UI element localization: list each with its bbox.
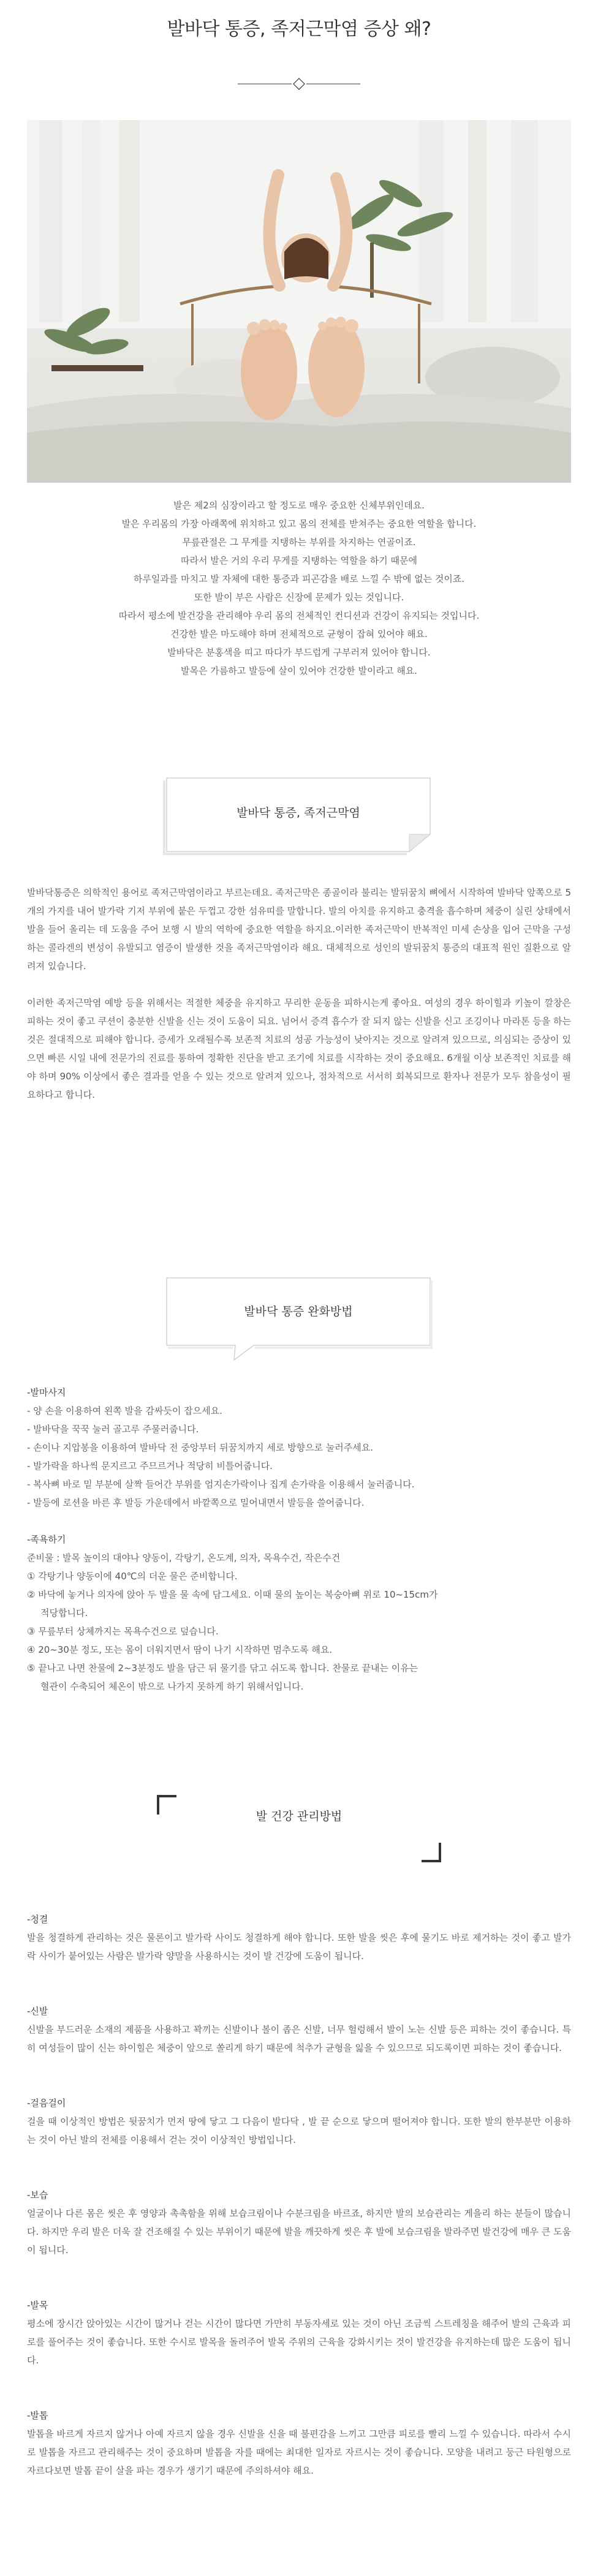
intro-text: [49, 496, 549, 680]
foot-bath-title: -족욕하기: [27, 1534, 66, 1545]
diamond-divider-icon: [238, 75, 360, 93]
care-item-title: -발톱: [27, 2410, 48, 2421]
massage-step: - 발바닥을 꾹꾹 눌러 골고루 주물러줍니다.: [27, 1424, 199, 1435]
intro-line: 건강한 발은 마도해야 하며 전체적으로 균형이 잡혀 있어야 해요.: [170, 629, 428, 640]
intro-line: 따라서 발은 거의 우리 무게를 지탱하는 역할을 하기 때문에: [181, 555, 417, 566]
care-item-text: 걸을 때 이상적인 방법은 뒷꿈치가 먼저 땅에 닿고 그 다음이 발다닥 , 발 끝 순으로 닿으며 떨어져야 합니다. 또한 발의 한부분만 이용하는 것이 아닌 발의 전체를 이용해서 걷는 것이 이상적인 방법입니다.: [27, 2116, 571, 2145]
care-item-text: 발을 청결하게 관리하는 것은 물론이고 발가락 사이도 청결하게 해야 합니다. 또한 발을 씻은 후에 물기도 바로 제거하는 것이 좋고 발가락 사이가 붙어있는 사람은 발가락 양말을 사용하시는 것이 발 건강에 도움이 됩니다.: [27, 1932, 571, 1962]
care-item-text: 평소에 장시간 앉아있는 시간이 많거나 걷는 시간이 많다면 가만히 부동자세로 있는 것이 아닌 조금씩 스트레칭을 해주어 발의 근육과 피로를 풀어주는 것이 좋습니다. 또한 수시로 발목을 돌려주어 발목 주위의 근육을 강화시키는 것이 발건강을 유지하는데 많은 도움이 됩니다.: [27, 2318, 571, 2366]
foot-bath-supplies: 준비물 : 발목 높이의 대야나 양동이, 각탕기, 온도계, 의자, 목욕수건, 작은수건: [27, 1552, 341, 1563]
foot-bath-step: ⑤ 끝나고 나면 찬물에 2~3분정도 발을 담근 뒤 물기를 닦고 쉬도록 합니다. 찬물로 끝내는 이유는: [27, 1663, 418, 1674]
foot-bath-step: ③ 무릎부터 상체까지는 목욕수건으로 덮습니다.: [27, 1626, 219, 1637]
massage-title: -발마사지: [27, 1387, 66, 1398]
intro-line: 발은 우리몸의 가장 아래쪽에 위치하고 있고 몸의 전체를 받쳐주는 중요한 역할을 합니다.: [121, 518, 477, 529]
section-heading-bubble: [162, 1273, 435, 1365]
care-item-text: 얼굴이나 다른 몸은 씻은 후 영양과 촉촉함을 위해 보습크림이나 수분크림을 바르죠, 하지만 발의 보습관리는 게을리 하는 분들이 많습니다. 하지만 우리 발은 더욱 잘 건조해질 수 있는 부위이기 때문에 발을 깨끗하게 씻은 후 발에 보습크림을 발라주면 발건강에 매우 큰 도움이 됩니다.: [27, 2208, 571, 2256]
section-heading: 발바닥 통증 완화방법: [244, 1305, 353, 1318]
massage-step: - 양 손을 이용하여 왼쪽 발을 감싸듯이 잡으세요.: [27, 1405, 222, 1416]
intro-line: 발목은 가름하고 발등에 살이 있어야 건강한 발이라고 해요.: [181, 665, 417, 676]
section-heading-box: [162, 773, 435, 855]
foot-bath-step: ④ 20~30분 정도, 또는 몸이 더워지면서 땀이 나기 시작하면 멈추도록 해요.: [27, 1644, 333, 1655]
care-item-title: -신발: [27, 2006, 48, 2017]
foot-bath-step: 혈관이 수축되어 체온이 밖으로 나가지 못하게 하기 위해서입니다.: [40, 1681, 304, 1692]
care-item-title: -보습: [27, 2189, 48, 2200]
section1-body: [27, 883, 571, 1122]
intro-line: 발바닥은 분홍색을 띠고 따다가 부드럽게 구부러져 있어야 합니다.: [167, 647, 431, 658]
speech-bubble-shape: [162, 1273, 435, 1365]
section1-paragraph: 발바닥통증은 의학적인 용어로 족저근막염이라고 부르는데요. 족저근막은 종골이라 불리는 발뒤꿈치 뼈에서 시작하여 발바닥 앞쪽으로 5개의 가지를 내어 발가락 기저 부위에 붙은 두껍고 강한 섬유띠를 말합니다. 발의 아치를 유지하고 충격을 흡수하며 체중이 실린 상태에서 발을 들어 올리는 데 도움을 주어 보행 시 발의 역학에 중요한 역할을 하지요.이러한 족저근막이 반복적인 미세 손상을 입어 근막을 구성하는 콜라겐의 변성이 유발되고 염증이 발생한 것을 족저근막염이라 해요. 대체적으로 성인의 발뒤꿈치 통증의 대표적 원인 질환으로 알려져 있습니다.: [27, 887, 571, 972]
intro-line: 따라서 평소에 발건강을 관리해야 우리 몸의 전체적인 컨디션과 건강이 유지되는 것입니다.: [118, 610, 480, 621]
massage-step: - 복사뼈 바로 밑 부분에 살짝 들어간 부위를 엄지손가락이나 집게 손가락을 이용해서 눌러줍니다.: [27, 1479, 415, 1490]
hero-image: [27, 120, 571, 483]
massage-step: - 발등에 로션을 바른 후 발등 가운데에서 바깥쪽으로 밀어내면서 발등을 쓸어줍니다.: [27, 1497, 365, 1508]
foot-bath-step: ② 바닥에 놓거나 의자에 앉아 두 발을 물 속에 담그세요. 이때 물의 높이는 복숭아뼈 위로 10~15cm가: [27, 1589, 438, 1600]
section-heading: 발바닥 통증, 족저근막염: [237, 806, 360, 820]
care-item-text: 신발을 부드러운 소재의 제품을 사용하고 꽉끼는 신발이나 볼이 좁은 신발, 너무 헐렁해서 발이 노는 신발 등은 피하는 것이 좋습니다. 특히 여성들이 많이 신는 하이힐은 체중이 앞으로 쏠리게 하기 때문에 척추가 균형을 잃을 수 있으므로 되도록이면 피하는 것이 좋습니다.: [27, 2024, 571, 2053]
foot-bath-step: 적당합니다.: [40, 1607, 88, 1618]
foot-bath-step: ① 각탕기나 양동이에 40℃의 더운 물은 준비합니다.: [27, 1571, 238, 1582]
care-item-text: 발톱을 바르게 자르지 않거나 아예 자르지 않을 경우 신발을 신을 때 불편감을 느끼고 그만큼 피로를 빨리 느낄 수 있습니다. 따라서 수시로 발톱을 자르고 관리해주는 것이 중요하며 발톱을 자를 때에는 최대한 일자로 자르시는 것이 좋습니다. 모양을 내려고 둥근 타원형으로 자르다보면 발톱 끝이 살을 파는 경우가 생기기 때문에 주의하셔야 해요.: [27, 2428, 571, 2476]
intro-line: 하루일과를 마치고 발 자체에 대한 통증과 피곤감을 배로 느낄 수 밖에 없는 것이죠.: [133, 573, 465, 584]
foot-care-list: [27, 1910, 571, 2480]
intro-line: 발은 제2의 심장이라고 할 정도로 매우 중요한 신체부위인데요.: [173, 500, 425, 511]
care-item-title: -발목: [27, 2300, 48, 2311]
care-item-title: -걸음걸이: [27, 2098, 66, 2109]
corner-bracket-icon: [157, 1795, 441, 1862]
intro-line: 또한 발이 부은 사람은 신장에 문제가 있는 것입니다.: [194, 592, 404, 603]
care-item-title: -청결: [27, 1914, 48, 1925]
page-title: 발바닥 통증, 족저근막염 증상 왜?: [167, 18, 431, 40]
section-heading: 발 건강 관리방법: [255, 1810, 343, 1823]
section-heading-brackets: [157, 1795, 441, 1862]
section1-paragraph: 이러한 족저근막염 예방 등을 위해서는 적절한 체중을 유지하고 무리한 운동을 피하시는게 좋아요. 여성의 경우 하이힐과 키높이 깔창은 피하는 것이 좋고 쿠션이 충분한 신발을 신는 것이 도움이 되요. 넘어서 증격 흡수가 잘 되지 않는 신발을 신고 조깅이나 마라톤 등을 하는 것은 절대적으로 피해야 합니다. 증세가 오래될수록 보존적 치료의 성공 가능성이 낮아지는 것으로 알려져 있으므로, 의심되는 증상이 있으면 빠른 시일 내에 전문가의 진료를 통하여 정확한 진단을 받고 조기에 치료를 시작하는 것이 중요해요. 6개월 이상 보존적인 치료를 해야 하며 90% 이상에서 좋은 결과를 얻을 수 있는 것으로 알려져 있으나, 점차적으로 서서히 회복되므로 환자나 전문가 모두 참을성이 필요하다고 합니다.: [27, 997, 571, 1100]
relief-methods: [27, 1383, 571, 1696]
massage-step: - 발가락을 하나씩 문지르고 주므르거나 적당히 비틀어줍니다.: [27, 1460, 273, 1471]
massage-step: - 손이나 지압봉을 이용하여 발바닥 전 중앙부터 뒤꿈치까지 세로 방향으로 눌러주세요.: [27, 1442, 374, 1453]
intro-line: 무릎관절은 그 무게를 지탱하는 부위를 차지하는 연골이죠.: [182, 537, 416, 548]
